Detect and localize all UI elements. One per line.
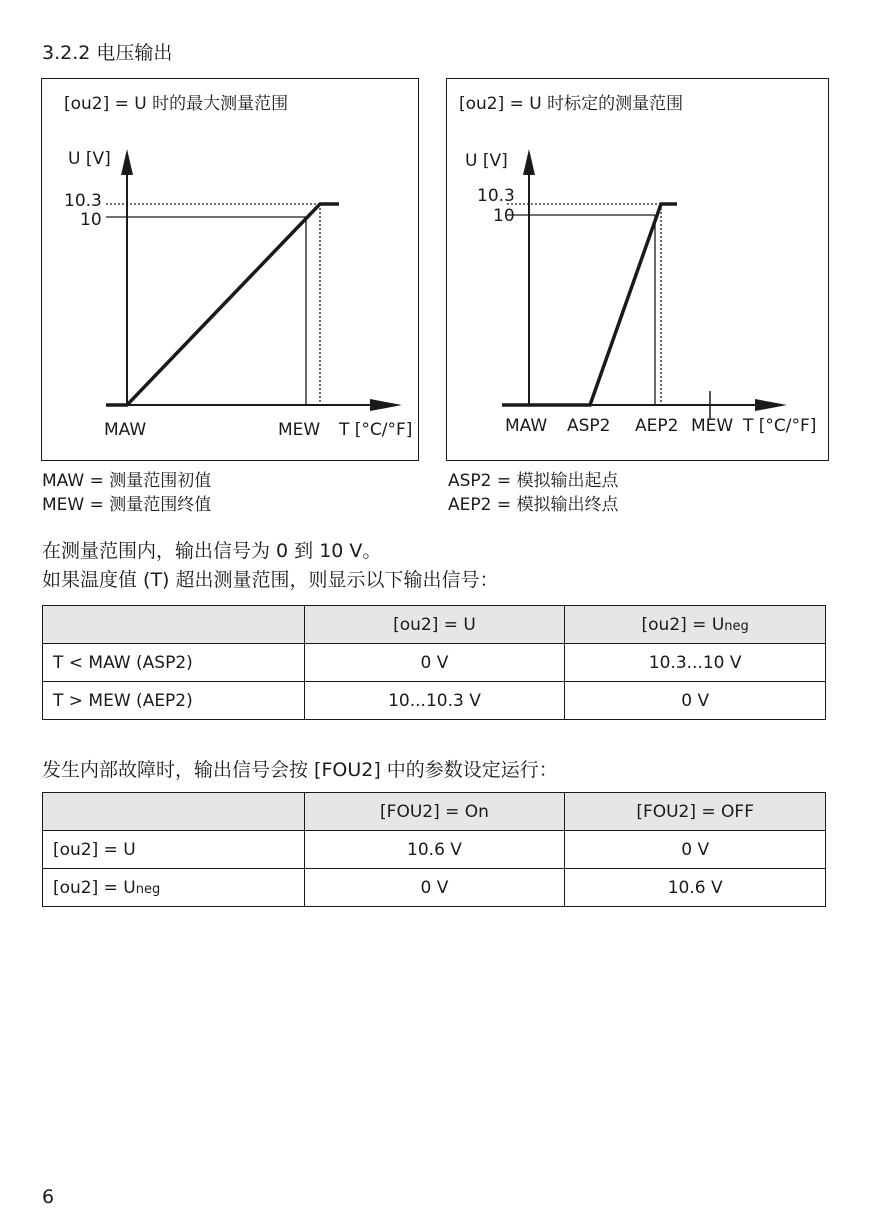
x-label-mew: MEW: [691, 416, 734, 436]
table-header-cell: [43, 606, 305, 644]
table-cell: 10...10.3 V: [304, 682, 565, 720]
legend-item: MAW = 测量范围初值: [42, 471, 212, 491]
diagram-caption: [ou2] = U 时的最大测量范围: [64, 94, 289, 114]
x-label-mew: MEW: [278, 420, 321, 440]
legend-right: [448, 469, 619, 517]
paragraph-line: 在测量范围内，输出信号为 0 到 10 V。: [42, 540, 382, 562]
cell-subscript: neg: [135, 881, 161, 897]
paragraph-line: 发生内部故障时，输出信号会按 [FOU2] 中的参数设定运行：: [42, 759, 558, 781]
table-header-cell: [43, 793, 305, 831]
y-tick-10: 10: [80, 210, 102, 230]
header-text: [ou2] = U: [641, 614, 725, 635]
table-header-cell: [FOU2] = On: [304, 793, 565, 831]
table-cell: [43, 869, 305, 907]
x-axis-arrow: [370, 399, 402, 411]
legend-item: AEP2 = 模拟输出终点: [448, 495, 619, 515]
table-cell: 0 V: [304, 644, 565, 682]
table-cell: 0 V: [304, 869, 565, 907]
x-axis-label: T [°C/°F]: [743, 416, 817, 436]
table-row: [43, 869, 826, 907]
x-axis-label: T [°C/°F]: [339, 420, 413, 440]
y-tick-10: 10: [493, 206, 515, 226]
legend-item: ASP2 = 模拟输出起点: [448, 471, 619, 491]
page-number: 6: [42, 1186, 55, 1208]
paragraph-line: 如果温度值 (T) 超出测量范围，则显示以下输出信号：: [42, 569, 499, 591]
table-cell: 0 V: [565, 831, 826, 869]
table-cell: T < MAW (ASP2): [43, 644, 305, 682]
table-row: [43, 682, 826, 720]
table-header-row: [43, 606, 826, 644]
y-axis-label: U [V]: [68, 149, 111, 169]
table-cell: T > MEW (AEP2): [43, 682, 305, 720]
table-header-cell: [ou2] = U: [304, 606, 565, 644]
x-axis-arrow: [755, 399, 787, 411]
y-axis-label: U [V]: [465, 151, 508, 171]
table-cell: 0 V: [565, 682, 826, 720]
out-of-range-table: [42, 605, 826, 720]
x-label-asp2: ASP2: [567, 416, 611, 436]
table-header-cell: [FOU2] = OFF: [565, 793, 826, 831]
y-axis-arrow: [121, 149, 133, 175]
table-header-cell: [565, 606, 826, 644]
table-header-row: [43, 793, 826, 831]
x-label-maw: MAW: [104, 420, 147, 440]
y-tick-10-3: 10.3: [64, 191, 102, 211]
legend-item: MEW = 测量范围终值: [42, 495, 212, 515]
legend-left: [42, 469, 211, 517]
y-tick-10-3: 10.3: [477, 186, 515, 206]
table-cell: 10.6 V: [304, 831, 565, 869]
diagram-scaled-range-graph: [447, 79, 830, 462]
y-axis-arrow: [523, 149, 535, 175]
x-label-aep2: AEP2: [635, 416, 679, 436]
table-row: [43, 644, 826, 682]
x-label-maw: MAW: [505, 416, 548, 436]
cell-text: [ou2] = U: [53, 877, 136, 898]
diagram-max-range: [41, 78, 419, 461]
table-cell: [ou2] = U: [43, 831, 305, 869]
diagram-caption: [ou2] = U 时标定的测量范围: [459, 94, 684, 114]
header-subscript: neg: [724, 618, 749, 634]
fault-behavior-table: [42, 792, 826, 907]
table-cell: 10.3...10 V: [565, 644, 826, 682]
output-curve: [106, 204, 339, 405]
section-title: 3.2.2 电压输出: [42, 42, 173, 64]
diagram-scaled-range: [446, 78, 829, 461]
table-cell: 10.6 V: [565, 869, 826, 907]
table-row: [43, 831, 826, 869]
diagram-max-range-graph: [42, 79, 420, 462]
